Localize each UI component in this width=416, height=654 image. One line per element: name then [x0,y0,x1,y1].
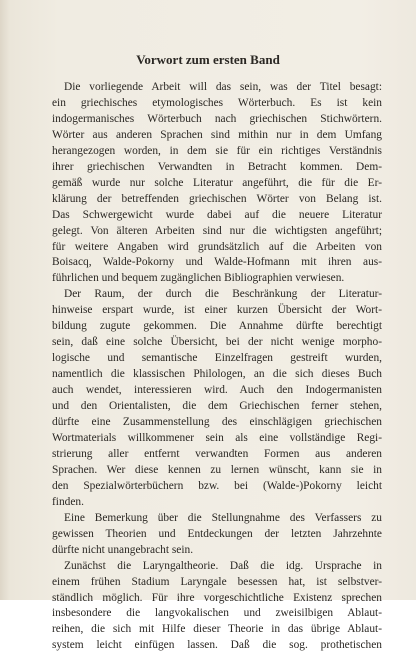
text-line: bildung zugute gekommen. Die Annahme dürfte berechtigt [52,320,382,333]
text-line: Die vorliegende Arbeit will das sein, was der Titel besagt: [64,81,382,93]
text-line: gemäß wurde nur solche Literatur angeführt, die für die Er- [52,176,382,189]
text-line: führlichen und bequem zugänglichen Bibliographien verwiesen. [52,272,345,285]
title-spacer [52,52,382,80]
text-line: Boisacq, Walde-Pokorny und Walde-Hofmann mit ihren aus- [52,256,382,269]
text-line: system leicht einfügen lassen. Daß die sog. prothetischen [52,639,382,652]
text-line: für weitere Angaben wird grundsätzlich auf die Arbeiten von [52,240,382,253]
chapter-title: Vorwort zum ersten Band [136,52,280,67]
text-line: Eine Bemerkung über die Stellungnahme des Verfassers zu [64,511,382,524]
paragraph-4 [52,559,382,654]
text-line: gelegt. Von älteren Arbeiten sind nur die wichtigsten angeführt; [52,224,382,237]
text-line: den Spezialwörterbüchern bzw. bei (Walde-)Pokorny leicht [52,479,382,492]
body-text [52,52,382,654]
text-line: Sprachen. Wer diese kennen zu lernen wünscht, kann sie in [52,463,382,476]
text-line: Wortmaterials willkommener sein als eine vollständige Regi- [52,431,382,444]
text-line: ihrer griechischen Verwandten in Betracht kommen. Dem- [52,160,382,173]
text-line: ein griechisches etymologisches Wörterbuch. Es ist kein [52,96,382,109]
text-line: einem frühen Stadium Laryngale besessen hat, ist selbstver- [52,575,382,588]
text-line: namentlich die klassischen Philologen, an die sich dieses Buch [52,368,382,381]
text-line: Das Schwergewicht wurde dabei auf die neuere Literatur [52,208,382,221]
text-line: finden. [52,495,84,508]
text-line: ständlich möglich. Für ihre vorgeschichtliche Existenz sprechen [52,591,382,604]
paragraph-1 [52,80,382,287]
text-line: klärung der betreffenden griechischen Wörter von Belang ist. [52,192,382,205]
text-line: Zunächst die Laryngaltheorie. Daß die idg. Ursprache in [64,559,382,572]
text-line: und den Orientalisten, die dem Griechischen ferner stehen, [52,400,382,413]
text-line: indogermanisches Wörterbuch nach griechischen Stichwörtern. [52,112,382,125]
text-line: herangezogen worden, in dem sie für ein richtiges Verständnis [52,144,382,157]
text-line: Der Raum, der durch die Beschränkung der Literatur- [64,288,382,301]
text-line: logische und semantische Einzelfragen gestreift wurden, [52,352,382,365]
text-line: gewissen Theorien und Entdeckungen der letzten Jahrzehnte [52,527,382,540]
text-line: reihen, die sich mit Hilfe dieser Theorie in das übrige Ablaut- [52,623,382,636]
text-line: Wörter aus anderen Sprachen sind mithin nur in dem Umfang [52,128,382,141]
text-line: dürfte eine Zusammenstellung des einschlägigen griechischen [52,416,382,429]
paragraph-3 [52,511,382,559]
text-line: insbesondere die langvokalischen und zweisilbigen Ablaut- [52,607,382,620]
text-line: strierung aller entfernt verwandten Formen aus anderen [52,447,382,460]
text-line: auch wendet, interessieren wird. Auch den Indogermanisten [52,384,382,397]
text-line: hinweise erspart wurde, ist einer kurzen Übersicht der Wort- [52,304,382,317]
text-line: sein, daß eine solche Übersicht, bei der nicht wenige morpho- [52,336,382,349]
paragraph-2 [52,287,382,510]
text-line: dürfte nicht unangebracht sein. [52,543,194,556]
